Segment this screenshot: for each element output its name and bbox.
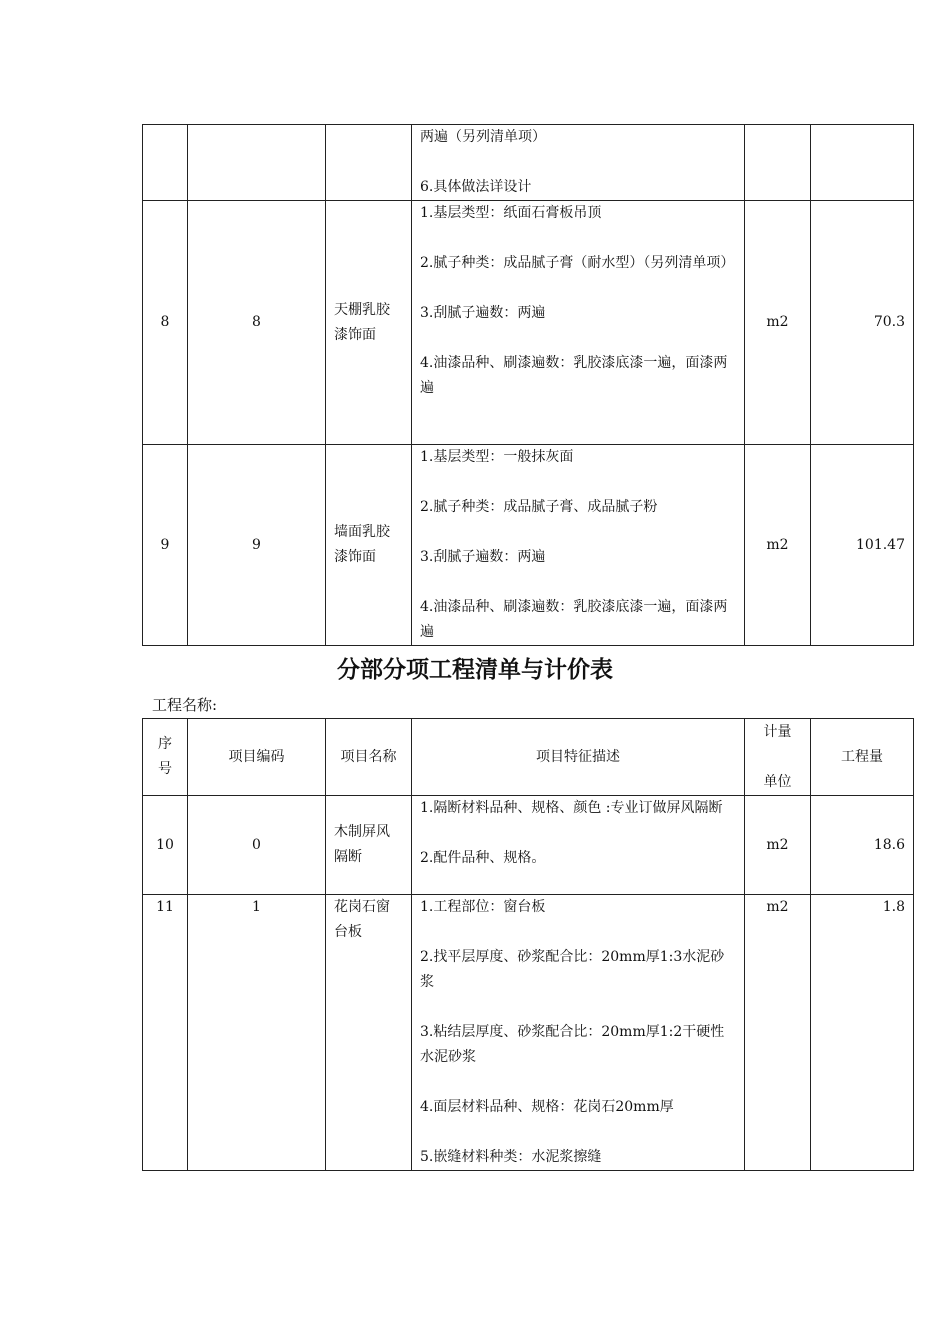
- description-cell: [412, 895, 745, 1171]
- header-quantity: 工程量: [811, 719, 914, 796]
- description-line: 1.工程部位：窗台板: [420, 899, 546, 915]
- quantity-cell: 101.47: [811, 445, 914, 646]
- quantity-cell: [811, 125, 914, 201]
- seq-cell: 10: [143, 796, 188, 895]
- header-unit-line: 计量: [763, 723, 792, 740]
- table-row: [143, 201, 914, 445]
- unit-cell: m2: [745, 445, 811, 646]
- bill-table: [142, 718, 914, 1171]
- code-cell: 1: [188, 895, 326, 1171]
- description-line: 6.具体做法详设计: [420, 179, 532, 195]
- table-row: [143, 796, 914, 895]
- seq-cell: 8: [143, 201, 188, 445]
- header-seq: [143, 719, 188, 796]
- description-line: 5.嵌缝材料种类：水泥浆擦缝: [420, 1149, 602, 1165]
- table-row: [143, 445, 914, 646]
- quantity-cell: 70.3: [811, 201, 914, 445]
- description-line: 2.腻子种类：成品腻子膏（耐水型）（另列清单项）: [420, 255, 735, 271]
- header-name: 项目名称: [326, 719, 412, 796]
- table-row: [143, 125, 914, 201]
- description-line: 3.刮腻子遍数：两遍: [420, 549, 546, 565]
- header-unit: [745, 719, 811, 796]
- seq-cell: 11: [143, 895, 188, 1171]
- description-line: 1.基层类型：纸面石膏板吊顶: [420, 205, 602, 221]
- header-seq-line: 号: [158, 761, 172, 777]
- header-code: 项目编码: [188, 719, 326, 796]
- description-line: 1.基层类型：一般抹灰面: [420, 449, 574, 465]
- header-description: 项目特征描述: [412, 719, 745, 796]
- name-cell: 天棚乳胶漆饰面: [326, 201, 412, 445]
- description-cell: [412, 796, 745, 895]
- description-line: 4.油漆品种、刷漆遍数：乳胶漆底漆一遍，面漆两遍: [420, 599, 728, 640]
- description-line: 4.油漆品种、刷漆遍数：乳胶漆底漆一遍，面漆两遍: [420, 355, 728, 396]
- description-line: 3.刮腻子遍数：两遍: [420, 305, 546, 321]
- quantity-cell: 1.8: [811, 895, 914, 1171]
- name-cell: 花岗石窗台板: [326, 895, 412, 1171]
- description-cell: [412, 125, 745, 201]
- name-cell: [326, 125, 412, 201]
- table-row: [143, 895, 914, 1171]
- description-line: 3.粘结层厚度、砂浆配合比：20mm厚1:2干硬性水泥砂浆: [420, 1024, 725, 1065]
- section-title: 分部分项工程清单与计价表: [337, 657, 613, 683]
- code-cell: 8: [188, 201, 326, 445]
- description-cell: [412, 201, 745, 445]
- name-cell: 木制屏风隔断: [326, 796, 412, 895]
- description-line: 1.隔断材料品种、规格、颜色 :专业订做屏风隔断: [420, 800, 723, 816]
- name-cell: 墙面乳胶漆饰面: [326, 445, 412, 646]
- description-line: 4.面层材料品种、规格：花岗石20mm厚: [420, 1099, 674, 1115]
- quantity-cell: 18.6: [811, 796, 914, 895]
- code-cell: 9: [188, 445, 326, 646]
- unit-cell: m2: [745, 201, 811, 445]
- seq-cell: [143, 125, 188, 201]
- description-line: 2.找平层厚度、砂浆配合比：20mm厚1:3水泥砂浆: [420, 949, 725, 990]
- code-cell: 0: [188, 796, 326, 895]
- bill-table-continued: [142, 124, 914, 646]
- header-seq-line: 序: [158, 736, 172, 752]
- unit-cell: m2: [745, 796, 811, 895]
- description-cell: [412, 445, 745, 646]
- unit-cell: [745, 125, 811, 201]
- table-header-row: [143, 719, 914, 796]
- seq-cell: 9: [143, 445, 188, 646]
- description-line: 2.配件品种、规格。: [420, 850, 546, 866]
- project-name-label: 工程名称:: [152, 696, 218, 714]
- code-cell: [188, 125, 326, 201]
- description-line: 2.腻子种类：成品腻子膏、成品腻子粉: [420, 499, 658, 515]
- description-line: 两遍（另列清单项）: [420, 129, 546, 145]
- header-unit-line: 单位: [763, 773, 792, 790]
- unit-cell: m2: [745, 895, 811, 1171]
